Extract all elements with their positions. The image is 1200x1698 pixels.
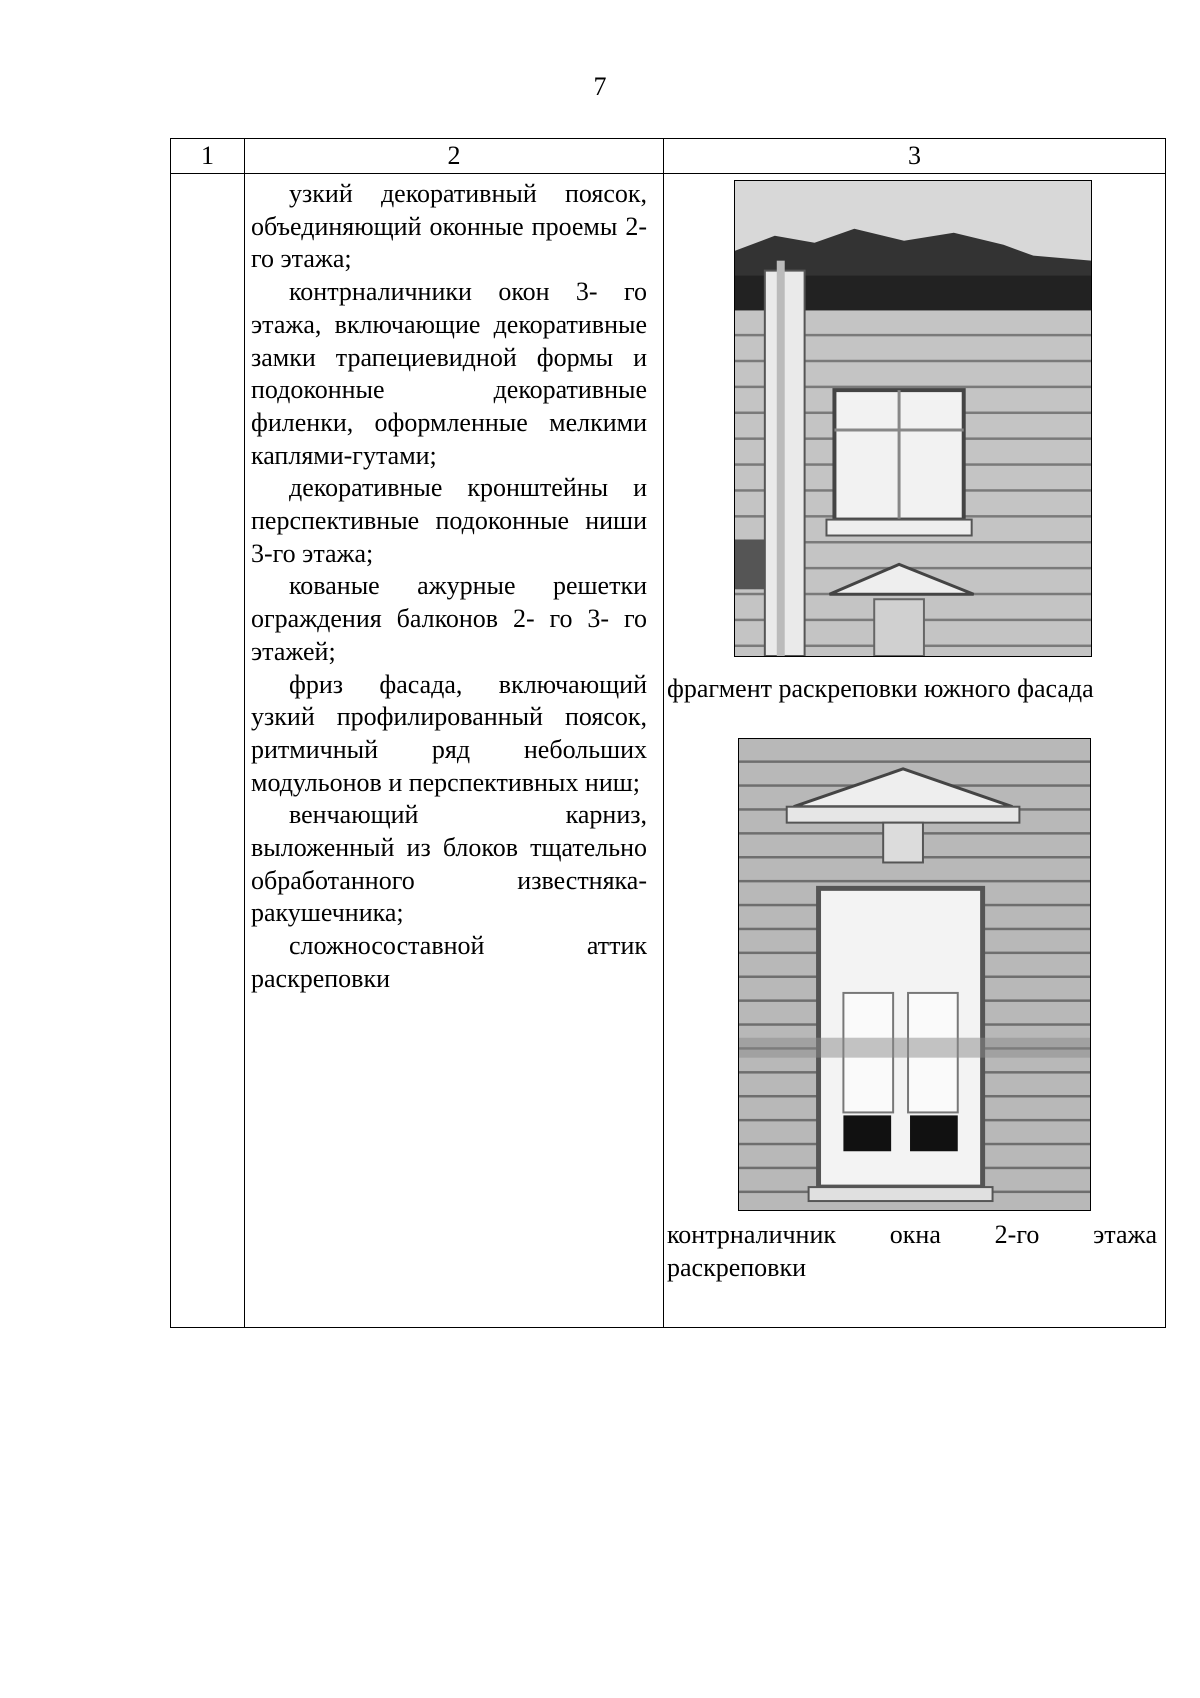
header-col-3: 3 xyxy=(908,141,921,170)
column-divider xyxy=(663,139,664,1327)
feature-description xyxy=(251,178,647,996)
feature-paragraph: сложносоставной аттик раскреповки xyxy=(251,931,647,993)
column-divider xyxy=(244,139,245,1327)
photo-caption-line: контрналичник окна 2-го этажа xyxy=(667,1220,1157,1249)
window-photo xyxy=(738,738,1091,1211)
photo-caption-line: раскреповки xyxy=(667,1253,806,1282)
feature-paragraph: венчающий карниз, выложенный из блоков тщательно обработанного известняка-ракушечника; xyxy=(251,800,647,928)
feature-paragraph: декоративные кронштейны и перспективные подоконные ниши 3-го этажа; xyxy=(251,473,647,568)
window-drawing xyxy=(739,739,1090,1210)
feature-paragraph: фриз фасада, включающий узкий профилированный поясок, ритмичный ряд небольших модульонов и перспективных ниш; xyxy=(251,669,647,797)
page-number: 7 xyxy=(593,72,607,101)
header-divider xyxy=(171,173,1165,174)
photo-caption: фрагмент раскреповки южного фасада xyxy=(667,674,1094,703)
facade-drawing xyxy=(735,181,1091,656)
feature-paragraph: узкий декоративный поясок, объединяющий оконные проемы 2-го этажа; xyxy=(251,179,647,274)
feature-paragraph: кованые ажурные решетки ограждения балконов 2- го 3- го этажей; xyxy=(251,571,647,666)
header-col-1: 1 xyxy=(201,141,214,170)
photo-caption xyxy=(667,1218,1157,1284)
facade-photo xyxy=(734,180,1092,657)
feature-paragraph: контрналичники окон 3- го этажа, включающие декоративные замки трапециевидной формы и подоконные декоративные филенки, оформленные мелкими каплями-гутами; xyxy=(251,277,647,470)
header-col-2: 2 xyxy=(447,141,461,170)
